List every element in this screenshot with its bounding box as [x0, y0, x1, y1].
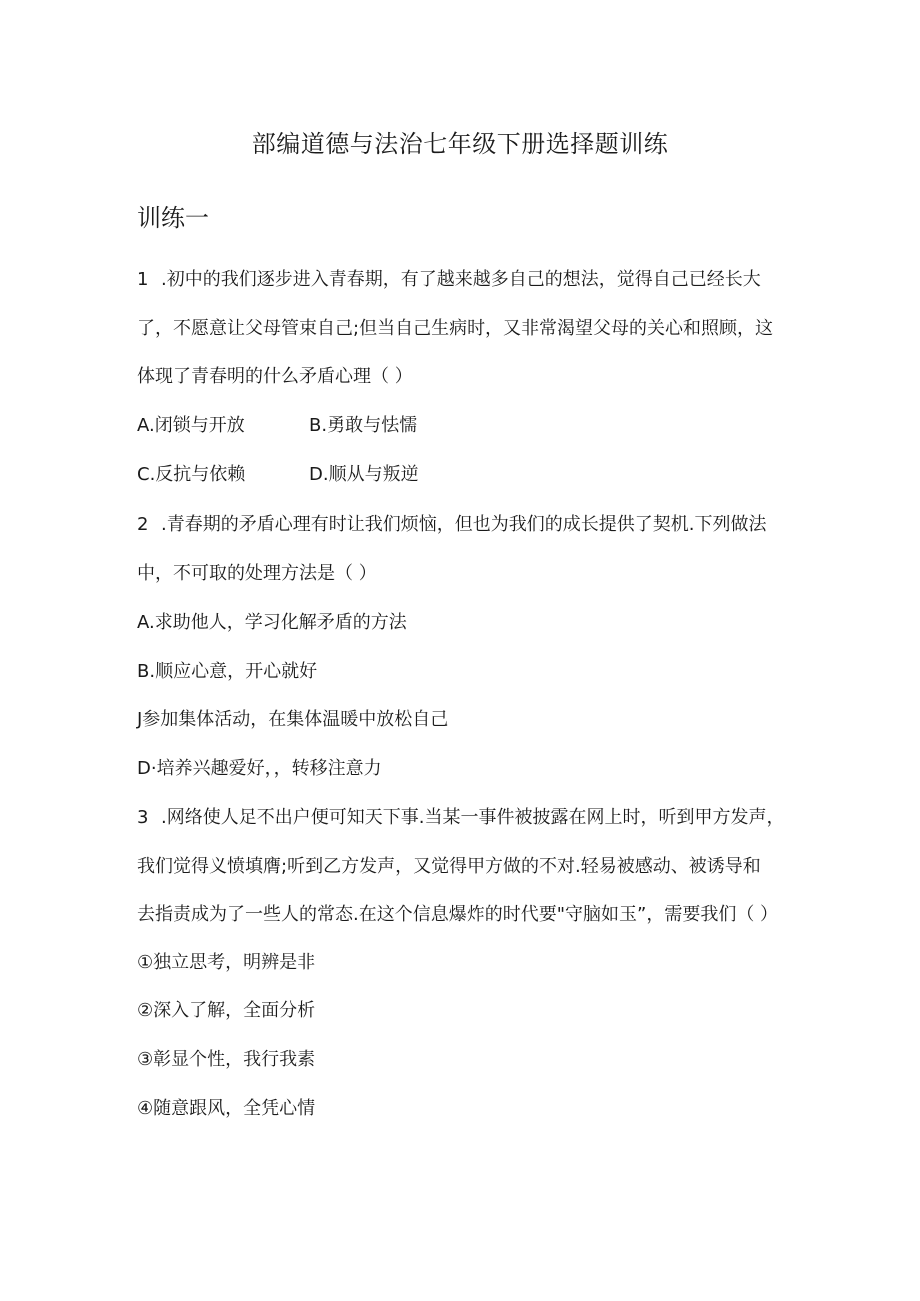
question-3-item-3: ③彰显个性，我行我素 [137, 1049, 316, 1070]
question-3-item-1: ①独立思考，明辨是非 [137, 952, 316, 973]
question-3-line-1: 3 .网络使人足不出户便可知天下事.当某一事件被披露在网上时，听到甲方发声， [137, 805, 784, 831]
question-2-option-c: J参加集体活动，在集体温暖中放松自己 [137, 709, 449, 730]
question-2-line-2: 中，不可取的处理方法是（ ） [137, 563, 377, 584]
question-2-number: 2 [137, 514, 149, 535]
question-1-number: 1 [137, 269, 149, 290]
question-1-option-d: D.顺从与叛逆 [309, 464, 419, 485]
question-2-line-1: 2 .青春期的矛盾心理有时让我们烦恼，但也为我们的成长提供了契机.下列做法 [137, 512, 766, 538]
question-1-line-3: 体现了青春明的什么矛盾心理（ ） [137, 366, 413, 387]
question-3-number: 3 [137, 807, 149, 828]
question-3-line-2: 我们觉得义愤填膺;听到乙方发声，又觉得甲方做的不对.轻易被感动、被诱导和 [137, 856, 761, 877]
question-1-option-b: B.勇敢与怯懦 [309, 415, 418, 436]
question-2-option-d: D·培养兴趣爱好，，转移注意力 [137, 758, 382, 779]
question-3-item-4: ④随意跟风，全凭心情 [137, 1098, 316, 1119]
question-1-options-row-2 [137, 462, 419, 488]
question-1-option-c: C.反抗与依赖 [137, 464, 246, 485]
section-heading: 训练一 [137, 204, 209, 232]
question-3-line-3: 去指责成为了一些人的常态.在这个信息爆炸的时代要"守脑如玉”，需要我们（ ） [137, 904, 779, 925]
question-1-line-1: 1 .初中的我们逐步进入青春期，有了越来越多自己的想法，觉得自己已经长大 [137, 267, 761, 293]
document-title: 部编道德与法治七年级下册选择题训练 [251, 130, 669, 158]
question-1-line-2: 了，不愿意让父母管束自己;但当自己生病时，又非常渴望父母的关心和照顾，这 [137, 318, 774, 339]
question-1-options-row-1 [137, 413, 418, 439]
question-3-item-2: ②深入了解，全面分析 [137, 1000, 316, 1021]
question-2-option-a: A.求助他人，学习化解矛盾的方法 [137, 612, 407, 633]
question-1-option-a: A.闭锁与开放 [137, 415, 245, 436]
question-2-option-b: B.顺应心意，开心就好 [137, 661, 318, 682]
